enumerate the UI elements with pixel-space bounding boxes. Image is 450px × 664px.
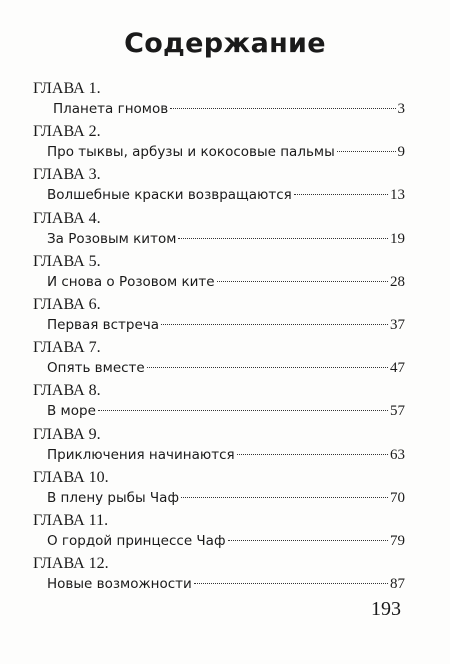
- toc-entry[interactable]: [47, 185, 405, 205]
- chapter-label: ГЛАВА 5.: [33, 252, 101, 270]
- chapter-label: ГЛАВА 8.: [33, 382, 101, 400]
- chapter-title: Волшебные краски возвращаются: [47, 187, 292, 204]
- dot-leader: [217, 281, 388, 282]
- toc-entry[interactable]: [47, 358, 405, 378]
- chapter-label: ГЛАВА 4.: [33, 209, 101, 227]
- dot-leader: [337, 151, 396, 152]
- chapter-title: Приключения начинаются: [47, 446, 235, 463]
- chapter-page: 63: [390, 446, 405, 463]
- toc-entry[interactable]: [47, 488, 405, 508]
- chapter-title: Опять вместе: [47, 360, 145, 377]
- toc-chapter: [33, 426, 405, 469]
- toc-entry[interactable]: [47, 229, 405, 249]
- toc-chapter: [33, 166, 405, 209]
- dot-leader: [294, 194, 388, 195]
- chapter-page: 13: [390, 187, 405, 204]
- toc-entry[interactable]: [47, 142, 405, 162]
- dot-leader: [181, 497, 388, 498]
- page-number: 193: [371, 598, 401, 620]
- toc-chapter: [33, 80, 405, 123]
- toc-entry[interactable]: [47, 99, 405, 119]
- toc-chapter: [33, 382, 405, 425]
- chapter-title: За Розовым китом: [47, 230, 177, 247]
- chapter-title: Первая встреча: [47, 316, 160, 333]
- dot-leader: [98, 410, 388, 411]
- toc-chapter: [33, 296, 405, 339]
- page-title: Содержание: [124, 28, 326, 59]
- chapter-title: Про тыквы, арбузы и кокосовые пальмы: [47, 144, 335, 161]
- chapter-label: ГЛАВА 11.: [33, 511, 109, 529]
- chapter-page: 3: [397, 101, 405, 117]
- chapter-label: ГЛАВА 6.: [33, 295, 101, 313]
- chapter-page: 9: [397, 144, 405, 161]
- chapter-page: 57: [390, 403, 405, 420]
- chapter-label: ГЛАВА 7.: [33, 339, 101, 357]
- toc-entry[interactable]: [47, 401, 405, 421]
- table-of-contents: [33, 80, 405, 598]
- dot-leader: [178, 238, 388, 239]
- chapter-page: 79: [390, 532, 405, 549]
- toc-chapter: [33, 253, 405, 296]
- chapter-label: ГЛАВА 12.: [33, 555, 109, 573]
- toc-entry[interactable]: [47, 272, 405, 292]
- chapter-label: ГЛАВА 2.: [33, 123, 101, 141]
- dot-leader: [170, 108, 395, 109]
- chapter-label: ГЛАВА 1.: [33, 80, 101, 97]
- toc-entry[interactable]: [47, 574, 405, 594]
- chapter-page: 47: [390, 360, 405, 377]
- toc-chapter: [33, 555, 405, 598]
- toc-entry[interactable]: [47, 315, 405, 335]
- dot-leader: [147, 367, 388, 368]
- chapter-page: 70: [390, 489, 405, 506]
- chapter-page: 19: [390, 230, 405, 247]
- toc-chapter: [33, 210, 405, 253]
- toc-entry[interactable]: [47, 531, 405, 551]
- dot-leader: [194, 583, 388, 584]
- dot-leader: [228, 540, 389, 541]
- chapter-label: ГЛАВА 10.: [33, 468, 109, 486]
- chapter-label: ГЛАВА 9.: [33, 425, 101, 443]
- chapter-title: О гордой принцессе Чаф: [47, 532, 226, 549]
- chapter-page: 87: [390, 576, 405, 593]
- chapter-title: И снова о Розовом ките: [47, 273, 215, 290]
- toc-chapter: [33, 339, 405, 382]
- toc-entry[interactable]: [47, 445, 405, 465]
- chapter-title: Новые возможности: [47, 576, 192, 593]
- toc-chapter: [33, 469, 405, 512]
- chapter-page: 28: [390, 273, 405, 290]
- chapter-title: В море: [47, 403, 96, 420]
- chapter-title: В плену рыбы Чаф: [47, 489, 179, 506]
- toc-chapter: [33, 123, 405, 166]
- dot-leader: [161, 324, 388, 325]
- chapter-label: ГЛАВА 3.: [33, 166, 101, 184]
- dot-leader: [237, 454, 388, 455]
- chapter-title: Планета гномов: [53, 101, 169, 117]
- chapter-page: 37: [390, 316, 405, 333]
- toc-chapter: [33, 512, 405, 555]
